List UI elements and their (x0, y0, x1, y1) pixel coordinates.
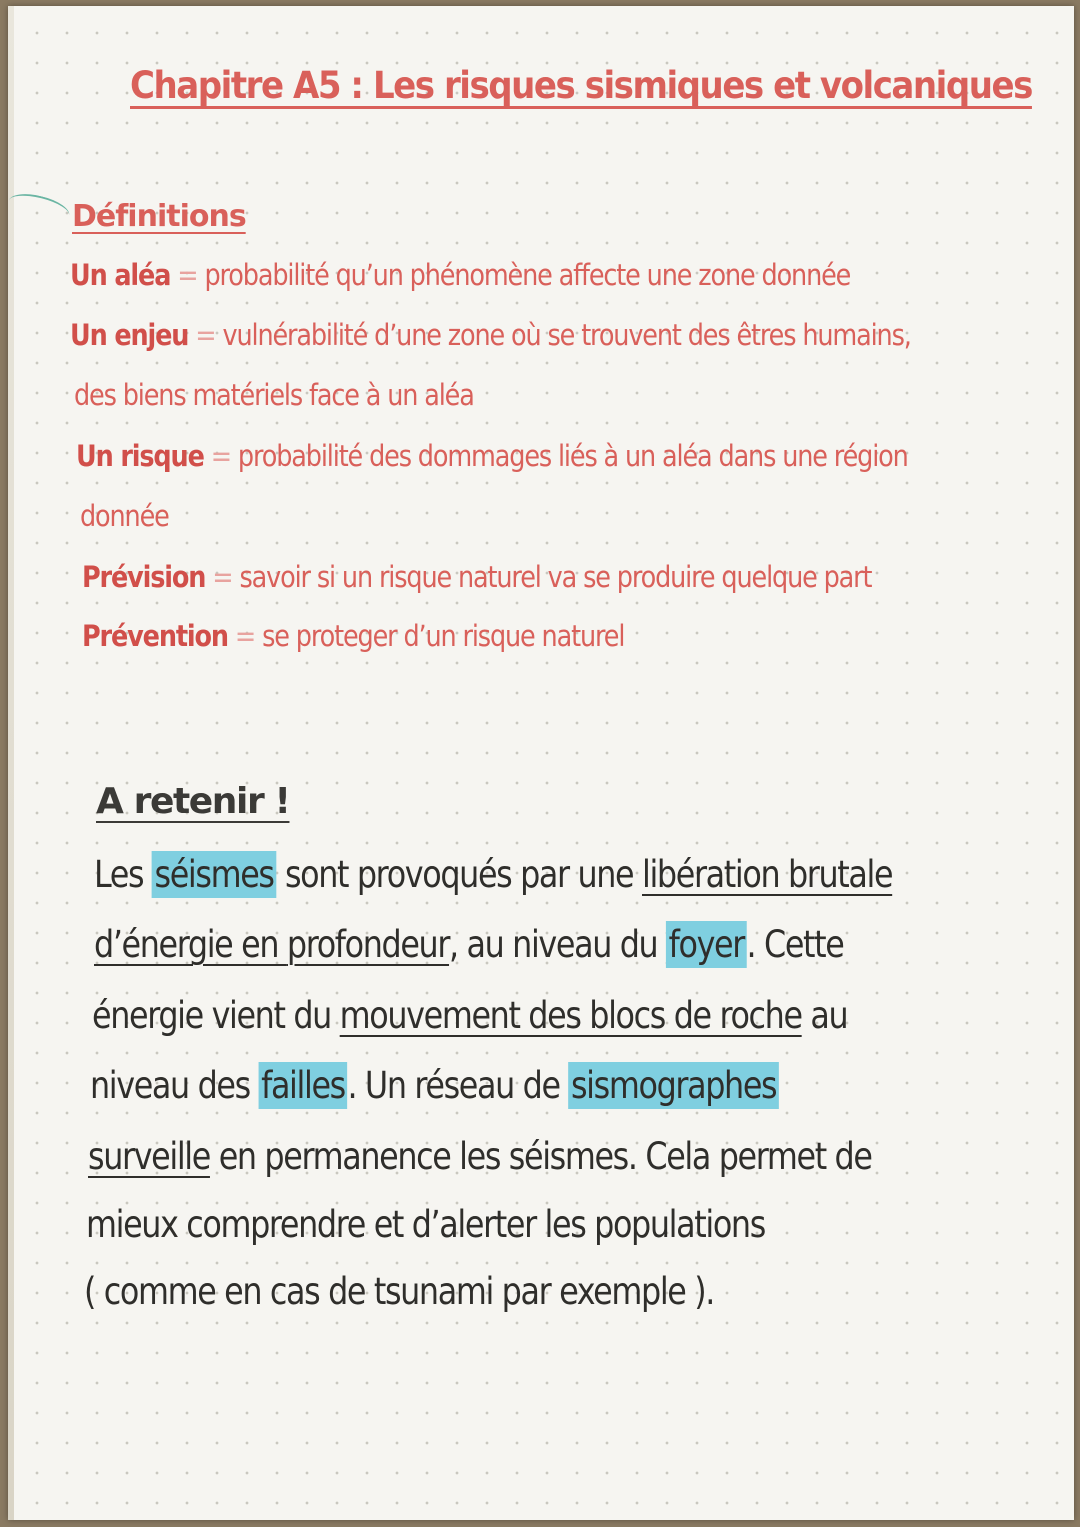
page-edge (8, 6, 14, 1520)
retenir-heading: A retenir ! (96, 781, 290, 822)
underline-mouvement: mouvement des blocs de roche (339, 994, 802, 1037)
chapter-title: Chapitre A5 : Les risques sismiques et volcaniques (130, 64, 1032, 107)
text-risque-2: donnée (80, 499, 169, 533)
highlight-failles: failles (259, 1062, 348, 1109)
retenir-line-6: mieux comprendre et d’alerter les populations (86, 1203, 765, 1246)
margin-tick-mark (6, 189, 72, 227)
retenir-line-1: Les séismes sont provoqués par une libération brutale (94, 853, 893, 896)
retenir-line-4: niveau des failles. Un réseau de sismographes (90, 1064, 779, 1107)
term-prevision: Prévision (82, 560, 206, 594)
text-enjeu-2: des biens matériels face à un aléa (74, 378, 474, 412)
definition-prevention: Prévention = se proteger d’un risque naturel (82, 619, 625, 653)
definition-prevision: Prévision = savoir si un risque naturel va se produire quelque part (82, 560, 872, 594)
underline-surveille: surveille (88, 1135, 210, 1178)
definition-alea: Un aléa = probabilité qu’un phénomène affecte une zone donnée (70, 258, 851, 292)
underline-profondeur: profondeur (286, 923, 450, 966)
term-enjeu: Un enjeu (70, 318, 189, 352)
definitions-heading: Définitions (72, 199, 246, 234)
text-enjeu-1: vulnérabilité d’une zone où se trouvent des êtres humains, (222, 318, 911, 352)
highlight-seismes: séismes (152, 851, 276, 898)
highlight-sismographes: sismographes (568, 1062, 778, 1109)
highlight-foyer: foyer (666, 921, 746, 968)
definition-risque-cont (80, 499, 169, 533)
text-prevention: se proteger d’un risque naturel (262, 619, 625, 653)
term-risque: Un risque (76, 439, 204, 473)
term-prevention: Prévention (82, 619, 228, 653)
underline-liberation: libération brutale (642, 853, 893, 896)
definition-risque: Un risque = probabilité des dommages liés à un aléa dans une région (76, 439, 908, 473)
text-alea: probabilité qu’un phénomène affecte une zone donnée (204, 258, 851, 292)
text-risque-1: probabilité des dommages liés à un aléa dans une région (237, 439, 908, 473)
retenir-line-2: d’énergie en profondeur, au niveau du foyer. Cette (94, 923, 844, 966)
retenir-line-3: énergie vient du mouvement des blocs de roche au (92, 994, 848, 1037)
definition-enjeu-cont (74, 378, 474, 412)
retenir-line-5: surveille en permanence les séismes. Cela permet de (88, 1135, 872, 1178)
term-alea: Un aléa (70, 258, 171, 292)
notebook-page (8, 6, 1074, 1520)
text-prevision: savoir si un risque naturel va se produire quelque part (239, 560, 872, 594)
retenir-line-7: ( comme en cas de tsunami par exemple ). (84, 1270, 715, 1313)
definition-enjeu: Un enjeu = vulnérabilité d’une zone où se trouvent des êtres humains, (70, 318, 911, 352)
